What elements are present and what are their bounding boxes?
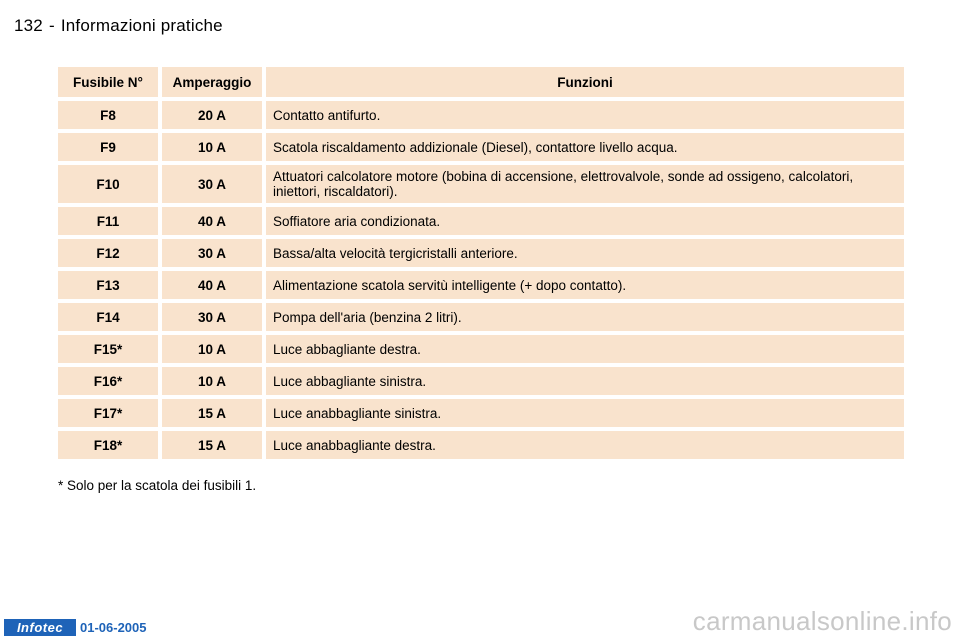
function-cell: Luce anabbagliante destra. — [266, 431, 904, 463]
amperage-cell: 15 A — [162, 431, 266, 463]
fuse-cell: F12 — [58, 239, 162, 271]
edition-date: 01-06-2005 — [80, 620, 147, 635]
table-row — [58, 271, 904, 303]
function-cell: Soffiatore aria condizionata. — [266, 207, 904, 239]
table-row — [58, 367, 904, 399]
fuse-cell: F10 — [58, 165, 162, 207]
header-fuse-number: Fusibile N° — [58, 67, 162, 101]
function-cell: Luce anabbagliante sinistra. — [266, 399, 904, 431]
amperage-cell: 40 A — [162, 271, 266, 303]
fuse-cell: F15* — [58, 335, 162, 367]
table-row — [58, 303, 904, 335]
function-cell: Pompa dell'aria (benzina 2 litri). — [266, 303, 904, 335]
fuse-cell: F9 — [58, 133, 162, 165]
fuse-cell: F14 — [58, 303, 162, 335]
amperage-cell: 20 A — [162, 101, 266, 133]
amperage-cell: 10 A — [162, 367, 266, 399]
fuse-cell: F11 — [58, 207, 162, 239]
function-cell: Luce abbagliante destra. — [266, 335, 904, 367]
amperage-cell: 10 A — [162, 335, 266, 367]
page-number: 132 — [14, 16, 43, 35]
infotec-logo: Infotec — [4, 619, 76, 636]
fuse-cell: F8 — [58, 101, 162, 133]
function-cell: Attuatori calcolatore motore (bobina di accensione, elettrovalvole, sonde ad ossigeno, calcolatori, iniettori, riscaldatori). — [266, 165, 904, 207]
table-row — [58, 399, 904, 431]
fuse-cell: F13 — [58, 271, 162, 303]
header-separator: - — [48, 16, 55, 35]
function-cell: Alimentazione scatola servitù intelligente (+ dopo contatto). — [266, 271, 904, 303]
page-title: Informazioni pratiche — [60, 16, 223, 35]
fuse-table — [58, 67, 904, 463]
table-row — [58, 431, 904, 463]
amperage-cell: 40 A — [162, 207, 266, 239]
table-row — [58, 239, 904, 271]
watermark: carmanualsonline.info — [692, 606, 952, 636]
table-row — [58, 207, 904, 239]
amperage-cell: 10 A — [162, 133, 266, 165]
table-row — [58, 101, 904, 133]
amperage-cell: 15 A — [162, 399, 266, 431]
header-functions: Funzioni — [266, 67, 904, 101]
table-header-row — [58, 67, 904, 101]
amperage-cell: 30 A — [162, 303, 266, 335]
function-cell: Scatola riscaldamento addizionale (Diesel), contattore livello acqua. — [266, 133, 904, 165]
fuse-cell: F17* — [58, 399, 162, 431]
fuse-cell: F18* — [58, 431, 162, 463]
page-header — [14, 16, 223, 36]
table-row — [58, 133, 904, 165]
function-cell: Luce abbagliante sinistra. — [266, 367, 904, 399]
table-row — [58, 165, 904, 207]
table-row — [58, 335, 904, 367]
footnote: * Solo per la scatola dei fusibili 1. — [58, 478, 257, 493]
function-cell: Bassa/alta velocità tergicristalli anteriore. — [266, 239, 904, 271]
fuse-cell: F16* — [58, 367, 162, 399]
header-amperage: Amperaggio — [162, 67, 266, 101]
amperage-cell: 30 A — [162, 165, 266, 207]
function-cell: Contatto antifurto. — [266, 101, 904, 133]
amperage-cell: 30 A — [162, 239, 266, 271]
